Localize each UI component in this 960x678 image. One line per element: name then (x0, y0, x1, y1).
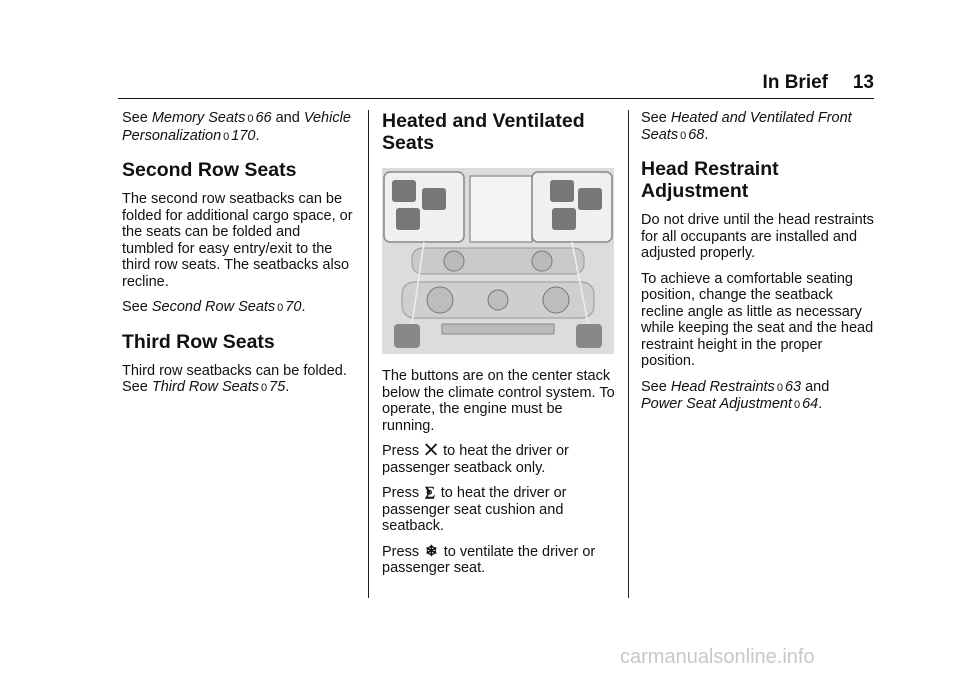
column-divider-1 (368, 110, 369, 598)
page-header (118, 68, 874, 99)
seat-vent-icon: ❄ (425, 542, 438, 560)
xref-heated-ventilated-front-seats[interactable]: Heated and Ventilated Front Seats (641, 110, 852, 143)
head-restraint-comfort: To achieve a comfortable seating position, change the seatback recline angle as little as necessary while keeping the seat and the head restraint height in the proper position. (641, 270, 874, 369)
center-stack-illustration (382, 168, 614, 354)
heading-heated-ventilated-seats: Heated and Ventilated Seats (382, 110, 585, 154)
second-row-body: The second row seatbacks can be folded for additional cargo space, or the seats can be folded and tumbled for easy entry/exit to the third row seats. The seatbacks also recline. (122, 191, 353, 290)
column-1 (122, 110, 354, 406)
heading-second-row-seats: Second Row Seats (122, 159, 297, 181)
heading-head-restraint-adjustment: Head Restraint Adjustment (641, 158, 779, 202)
head-restraint-reference: See Head Restraints 0 63 and Power Seat Adjustment 0 64. (641, 378, 830, 412)
xref-second-row-seats[interactable]: Second Row Seats (151, 299, 276, 315)
watermark: carmanualsonline.info (620, 646, 815, 668)
xref-power-seat-adjustment[interactable]: Power Seat Adjustment (641, 396, 792, 412)
page-number: 13 (852, 72, 874, 93)
page-ref-arrow-icon: 0 (680, 129, 687, 142)
xref-memory-seats[interactable]: Memory Seats (151, 110, 246, 126)
page-ref-arrow-icon: 0 (261, 382, 268, 394)
heated-seats-reference: See Heated and Ventilated Front Seats 0 68. (641, 110, 852, 143)
column-divider-2 (628, 110, 629, 598)
page-ref-arrow-icon: 0 (277, 302, 284, 314)
section-title: In Brief (762, 72, 828, 93)
seat-vent-text: Press ❄ to ventilate the driver or passenger seat. (382, 542, 596, 576)
page-ref-arrow-icon: 0 (793, 399, 801, 411)
seat-heat-text: Press ⨊ to heat the driver or passenger seat cushion and seatback. (382, 484, 567, 534)
buttons-location-text: The buttons are on the center stack below the climate control system. To operate, the engine must be running. (382, 368, 615, 434)
column-2 (382, 110, 618, 586)
xref-vehicle-personalization[interactable]: Vehicle Personalization (122, 110, 351, 144)
xref-third-row-seats[interactable]: Third Row Seats (151, 379, 260, 395)
seat-cushion-heat-icon: ⨊ (425, 484, 435, 501)
seatback-heat-icon: ⨉ (425, 442, 438, 459)
third-row-body: Third row seatbacks can be folded. See Third Row Seats 0 75. (122, 362, 347, 395)
column-3 (641, 110, 877, 423)
xref-head-restraints[interactable]: Head Restraints (670, 378, 775, 395)
heading-third-row-seats: Third Row Seats (122, 330, 275, 353)
page-ref-arrow-icon: 0 (776, 381, 783, 394)
seatback-heat-text: Press ⨉ to heat the driver or passenger seatback only. (382, 442, 569, 476)
page-ref-arrow-icon: 0 (247, 113, 254, 125)
memory-seats-reference: See Memory Seats 0 66 and Vehicle Personalization 0 170. (122, 110, 351, 144)
head-restraint-warning: Do not drive until the head restraints for all occupants are installed and adjusted properly. (641, 212, 874, 261)
second-row-reference: See Second Row Seats 0 70. (122, 299, 306, 315)
page-ref-arrow-icon: 0 (223, 130, 230, 143)
